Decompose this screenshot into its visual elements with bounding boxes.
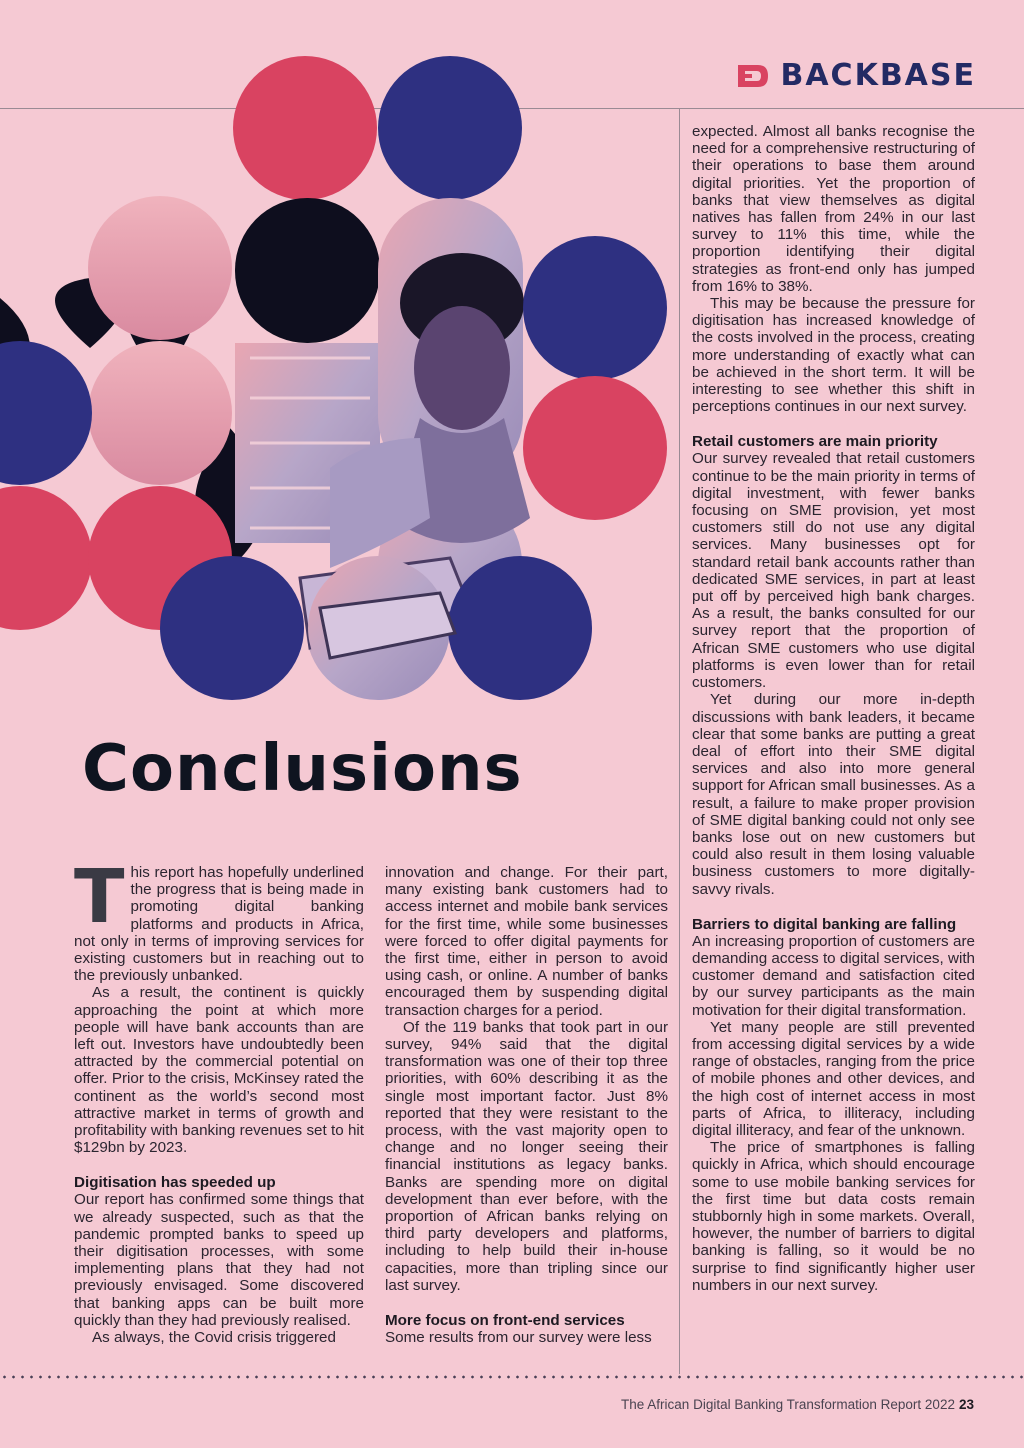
report-title: The African Digital Banking Transformation Report 2022 (621, 1397, 955, 1412)
text-column-2 (385, 864, 668, 1346)
intro-paragraph: This report has hopefully underlined the progress that is being made in promoting digital banking platforms and products in Africa, not only in terms of improving services for existing customers but in reaching out to the previously unbanked. (74, 854, 364, 985)
text-column-1 (74, 854, 364, 1347)
drop-cap: T (74, 854, 125, 940)
paragraph: Some results from our survey were less (385, 1329, 652, 1347)
section-heading: Barriers to digital banking are falling (692, 915, 957, 933)
paragraph: As a result, the continent is quickly approaching the point at which more people will have bank accounts than are left out. Investors have undoubtedly been attracted by the commercial potential on offer. Prior to the crisis, McKinsey rated the continent as the world’s second most attractive market in terms of growth and profitability with banking revenues set to hit $129bn by 2023. (74, 984, 364, 1157)
dotted-divider (0, 1375, 1024, 1379)
paragraph: Of the 119 banks that took part in our survey, 94% said that the digital transformation was one of their top three priorities, with 60% describing it as the single most important factor. Just 8% reported that they were resistant to the process, with the vast majority open to change and no longer seeing their financial institutions as legacy banks. Banks are spending more on digital development than ever before, with the proportion of African banks relying on third party developers and platforms, including to help build their in-house capacities, more than tripling since our last survey. (385, 1018, 668, 1294)
page-footer (621, 1397, 974, 1412)
section-heading: Digitisation has speeded up (74, 1174, 276, 1192)
backbase-logo-icon (736, 63, 770, 89)
paragraph: The price of smartphones is falling quickly in Africa, which should encourage some to use mobile banking services for the first time but data costs remain stubbornly high in some markets. Overall, however, the number of barriers to digital banking is falling, so it would be no surprise to find significantly higher user numbers in our next survey. (692, 1139, 975, 1294)
paragraph: expected. Almost all banks recognise the need for a comprehensive restructuring of their operations to base them around digital priorities. Yet the proportion of banks that view themselves as digital natives has fallen from 24% in our last survey to 11% this time, while the proportion identifying their digital strategies as front-end only has jumped from 16% to 38%. (692, 123, 975, 295)
backbase-logo (736, 58, 976, 93)
section-heading: More focus on front-end services (385, 1312, 625, 1330)
brand-name: BACKBASE (780, 58, 976, 93)
paragraph: As always, the Covid crisis triggered (92, 1329, 336, 1347)
paragraph: This may be because the pressure for digitisation has increased knowledge of the costs involved in the process, creating more understanding of exactly what can be achieved in the short term. It will be interesting to see whether this shift in perceptions continues in our next survey. (692, 295, 975, 416)
woman-with-tablet-photo-collage (0, 48, 680, 708)
section-heading: Retail customers are main priority (692, 433, 938, 451)
page-title: Conclusions (82, 732, 523, 806)
paragraph: Yet during our more in-depth discussions with bank leaders, it became clear that some banks are putting a great deal of effort into their SME digital services and also into more general support for African small businesses. As a result, a failure to make proper provision of SME digital banking could not only see banks lose out on new customers but could also result in them losing valuable business customers to more digitally-savvy rivals. (692, 691, 975, 898)
paragraph: innovation and change. For their part, many existing bank customers had to access internet and mobile bank services for the first time, while some businesses were forced to offer digital payments for the first time, either in person to avoid using cash, or online. A number of banks encouraged them by suspending digital transaction charges for a period. (385, 864, 668, 1019)
paragraph: Our report has confirmed some things that we already suspected, such as that the pandemic prompted banks to speed up their digitisation processes, with some implementing plans that they had not previously envisaged. Some discovered that banking apps can be built more quickly than they had previously realised. (74, 1191, 364, 1329)
paragraph: Our survey revealed that retail customers continue to be the main priority in terms of digital investment, with fewer banks focusing on SME provision, yet most customers still do not use any digital services. Many businesses opt for standard retail bank accounts rather than dedicated SME services, in part at least put off by perceived high bank charges. As a result, the banks consulted for our survey report that the proportion of African SME customers who use digital platforms is even lower than for retail customers. (692, 450, 975, 692)
paragraph: An increasing proportion of customers are demanding access to digital services, with customer demand and satisfaction cited by our survey participants as the main motivation for their digital transformation. (692, 932, 975, 1019)
text-column-3 (692, 123, 975, 1294)
paragraph: Yet many people are still prevented from accessing digital services by a wide range of obstacles, ranging from the price of mobile phones and other devices, and the high cost of internet access in most parts of Africa, to illiteracy, including digital illiteracy, and fear of the unknown. (692, 1018, 975, 1139)
page-number: 23 (958, 1397, 974, 1412)
